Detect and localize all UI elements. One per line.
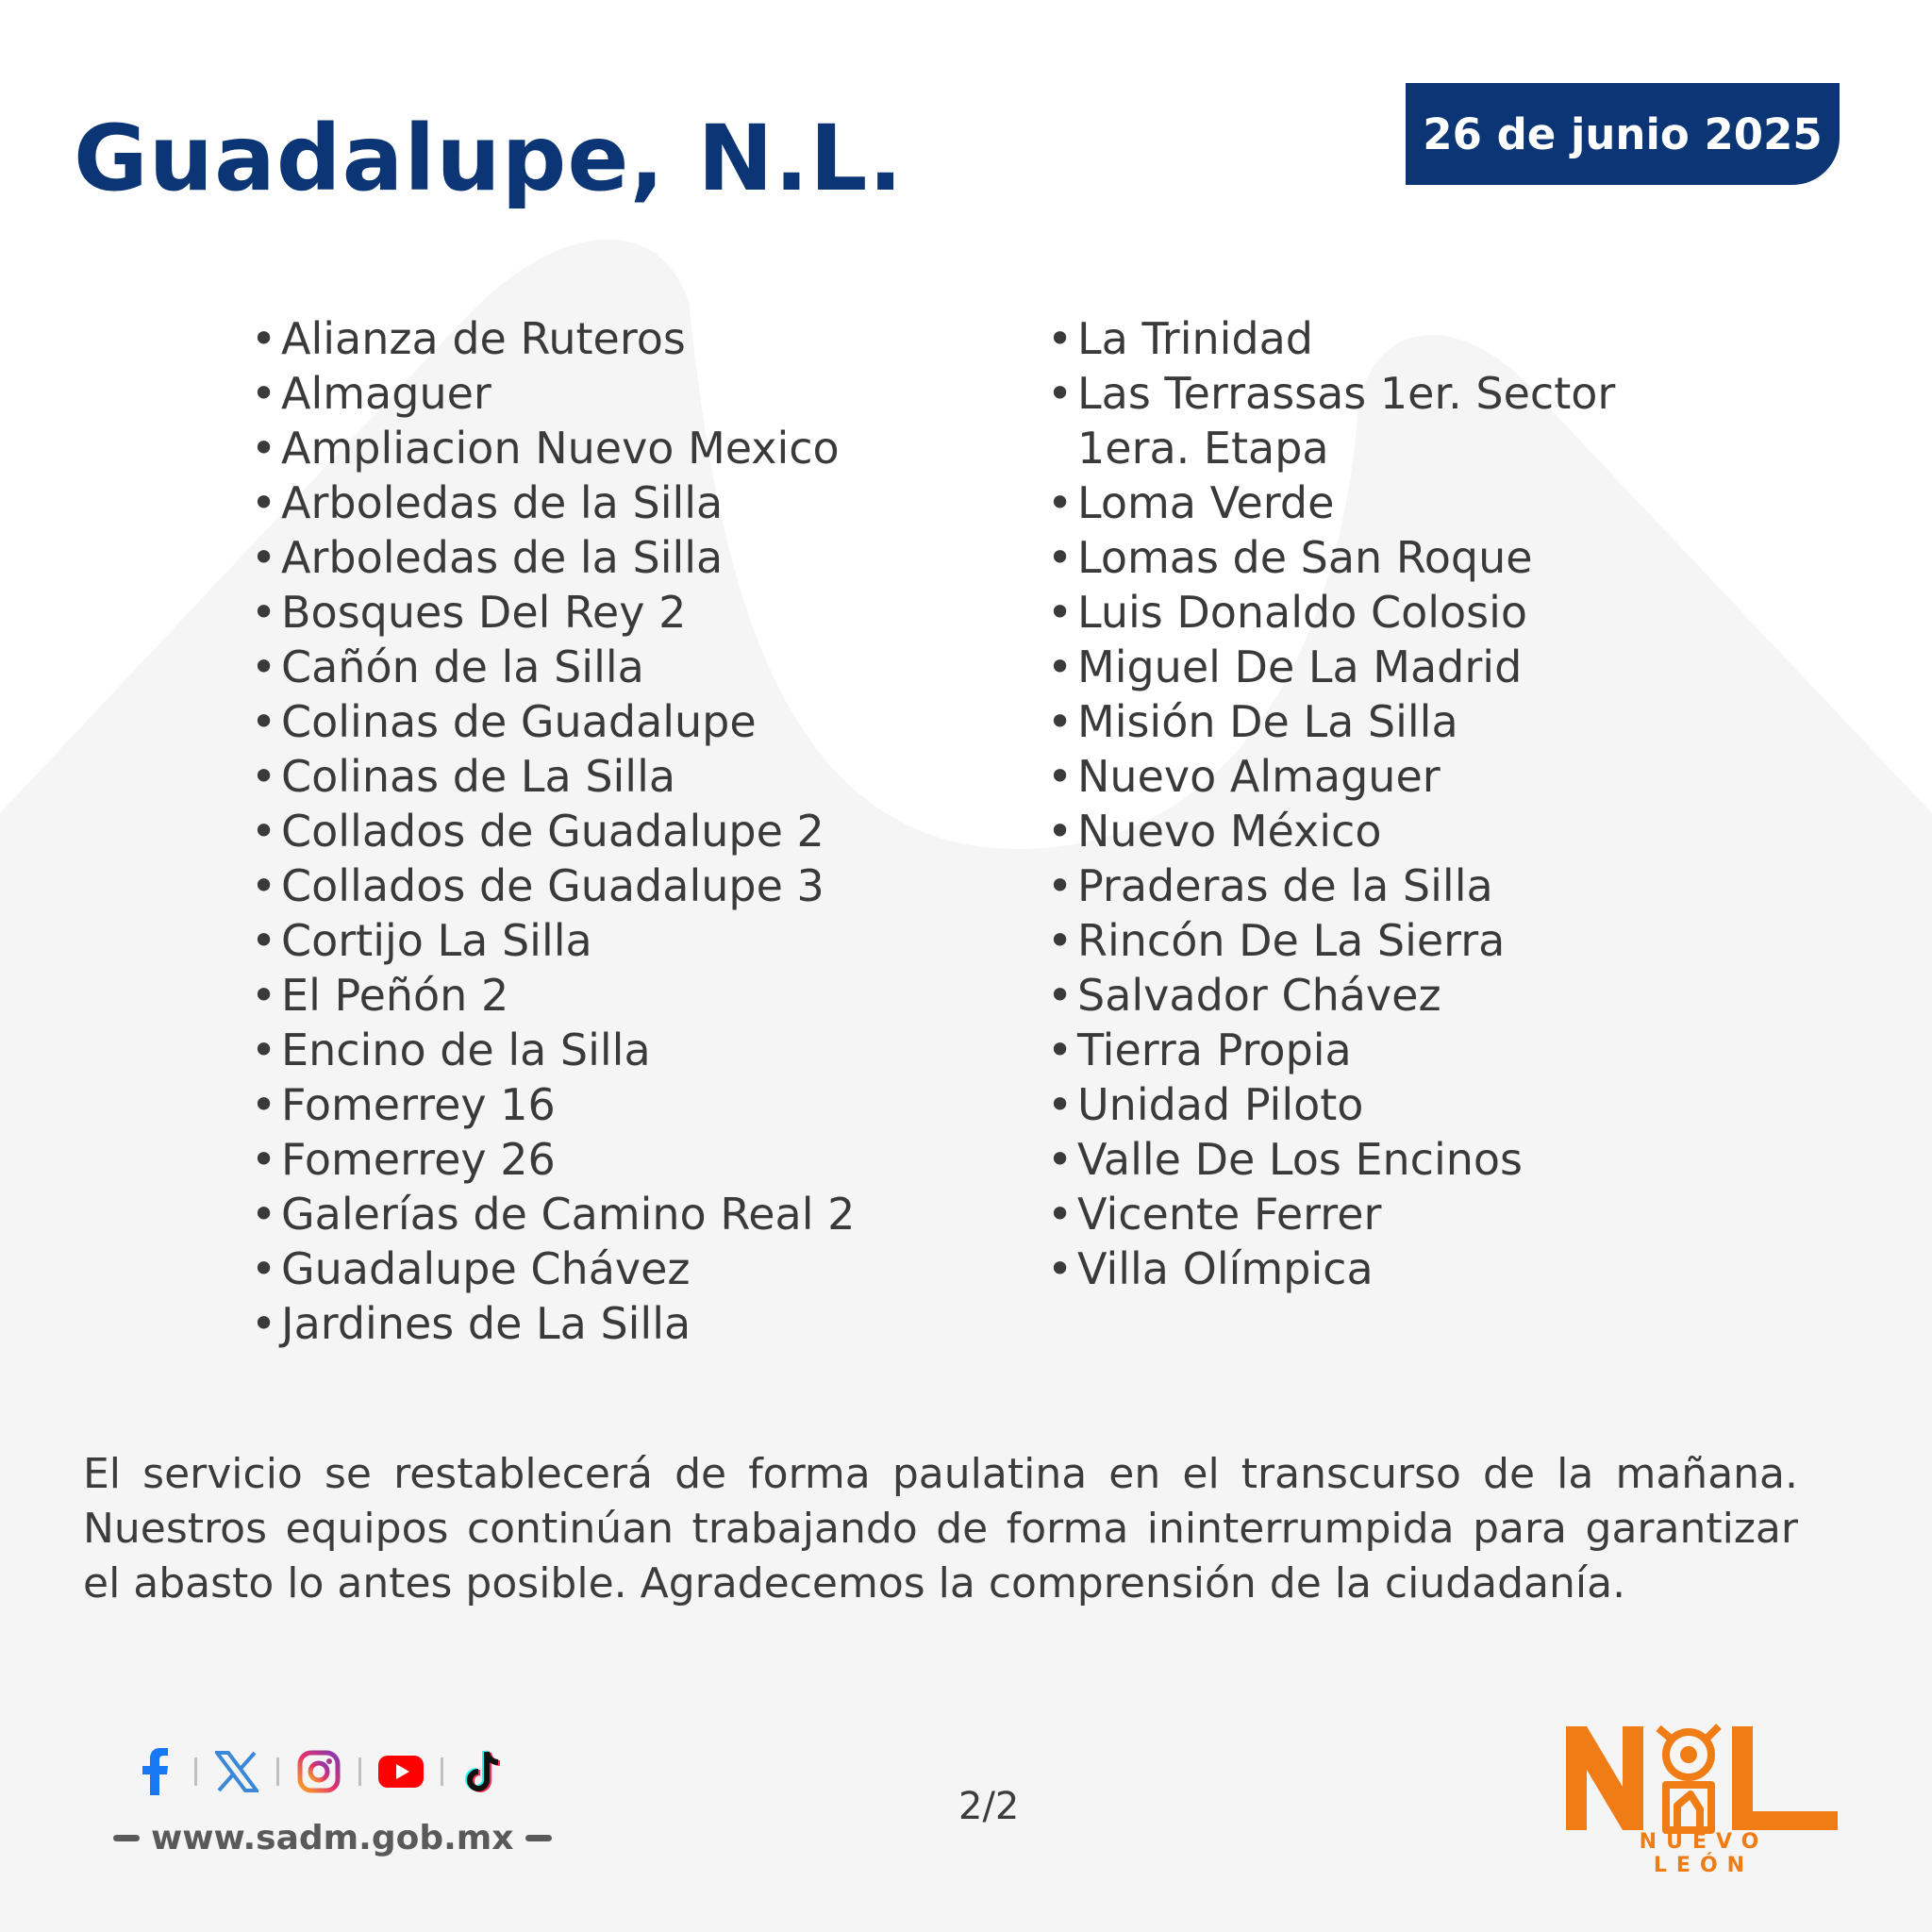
dash-decoration [113, 1835, 140, 1841]
tiktok-icon[interactable] [458, 1747, 508, 1796]
website-link[interactable] [102, 1819, 563, 1857]
list-item: • Encino de la Silla [251, 1023, 855, 1077]
page-indicator: 2/2 [958, 1785, 1020, 1828]
list-item: • Vicente Ferrer [1047, 1187, 1615, 1241]
colonias-list-left [251, 311, 855, 1351]
list-item: • Almaguer [251, 366, 855, 421]
list-item: • Collados de Guadalupe 3 [251, 858, 855, 913]
list-item: • Misión De La Silla [1047, 694, 1615, 749]
date-badge [1406, 83, 1840, 185]
list-item: • Colinas de La Silla [251, 749, 855, 804]
divider [194, 1757, 197, 1786]
list-item: • Alianza de Ruteros [251, 311, 855, 366]
list-item: • Lomas de San Roque [1047, 530, 1615, 585]
facebook-icon[interactable] [130, 1747, 179, 1796]
colonias-list-right [1047, 311, 1615, 1296]
list-item: • Rincón De La Sierra [1047, 913, 1615, 968]
list-item: • Fomerrey 16 [251, 1077, 855, 1132]
list-item: • Nuevo Almaguer [1047, 749, 1615, 804]
x-icon[interactable] [212, 1747, 261, 1796]
list-item: • Unidad Piloto [1047, 1077, 1615, 1132]
list-item: • Valle De Los Encinos [1047, 1132, 1615, 1187]
social-links [130, 1747, 508, 1796]
list-item: • Luis Donaldo Colosio [1047, 585, 1615, 640]
list-item: • Bosques Del Rey 2 [251, 585, 855, 640]
service-message: El servicio se restablecerá de forma paulatina en el transcurso de la mañana. Nuestros equipos continúan trabajando de forma ininterrumpida para garantizar el abasto lo antes posible. Agradecemos la comprensión de la ciudadanía. [83, 1450, 1798, 1607]
list-item: • Jardines de La Silla [251, 1296, 855, 1351]
list-item: • Las Terrassas 1er. Sector [1047, 366, 1615, 421]
list-item: • Fomerrey 26 [251, 1132, 855, 1187]
list-item: • Miguel De La Madrid [1047, 640, 1615, 694]
list-item: • Nuevo México [1047, 804, 1615, 858]
list-item: • Cortijo La Silla [251, 913, 855, 968]
divider [276, 1757, 279, 1786]
list-item: • Arboledas de la Silla [251, 475, 855, 530]
logo-caption: NUEVO LEÓN [1639, 1830, 1769, 1877]
page-title: Guadalupe, N.L. [74, 106, 904, 211]
list-item: • Salvador Chávez [1047, 968, 1615, 1023]
dash-decoration [525, 1835, 552, 1841]
list-item: • Loma Verde [1047, 475, 1615, 530]
list-item: • Cañón de la Silla [251, 640, 855, 694]
list-item: • Villa Olímpica [1047, 1241, 1615, 1296]
instagram-icon[interactable] [294, 1747, 343, 1796]
list-item: • Collados de Guadalupe 2 [251, 804, 855, 858]
list-item-continuation: 1era. Etapa [1077, 423, 1329, 474]
date-text: 26 de junio 2025 [1423, 108, 1823, 159]
list-item: • Tierra Propia [1047, 1023, 1615, 1077]
list-item: • Praderas de la Silla [1047, 858, 1615, 913]
list-item: • Arboledas de la Silla [251, 530, 855, 585]
list-item: • Galerías de Camino Real 2 [251, 1187, 855, 1241]
list-item: • El Peñón 2 [251, 968, 855, 1023]
list-item: • Colinas de Guadalupe [251, 694, 855, 749]
divider [441, 1757, 443, 1786]
divider [358, 1757, 361, 1786]
list-item: • La Trinidad [1047, 311, 1615, 366]
list-item: • Guadalupe Chávez [251, 1241, 855, 1296]
website-text: www.sadm.gob.mx [151, 1819, 514, 1857]
youtube-icon[interactable] [376, 1747, 425, 1796]
list-item: • Ampliacion Nuevo Mexico [251, 421, 855, 475]
